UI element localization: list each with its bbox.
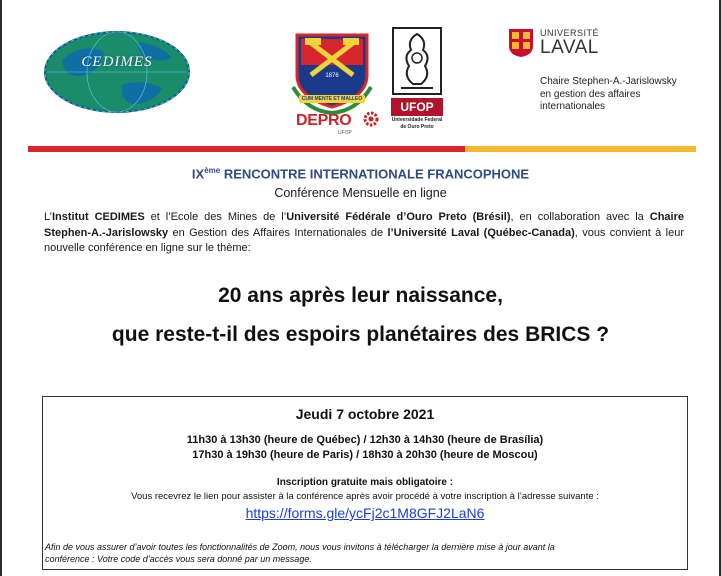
zoom-note [45, 541, 685, 565]
laval-chaire-line-3: internationales [540, 101, 606, 112]
registration-text: Vous recevrez le lien pour assister à la conférence après avoir procédé à votre inscription à l’adresse suivante : [131, 491, 599, 502]
laval-universite-label: UNIVERSITÉ [540, 28, 600, 38]
event-details-box [42, 396, 688, 570]
intro-text-4: en Gestion des Affaires Internationales de [168, 226, 388, 239]
intro-bold-cedimes: Institut CEDIMES [51, 211, 145, 223]
ufop-subtitle-1: Universidade Federal [391, 117, 443, 123]
registration-title: Inscription gratuite mais obligatoire : [276, 477, 454, 488]
theme-title-line-1: 20 ans après leur naissance, [218, 284, 503, 307]
laval-chaire-line-2: en gestion des affaires [540, 88, 641, 100]
event-subtitle: Conférence Mensuelle en ligne [274, 186, 447, 200]
zoom-note-line-1: Afin de vous assurer d’avoir toutes les fonctionnalités de Zoom, nous vous invitons à télécharger la dernière mise à jour avant la [45, 542, 555, 552]
registration-link[interactable]: https://forms.gle/ycFj2c1M8GFJ2LaN6 [245, 505, 485, 521]
ornament-emblem-icon [391, 26, 443, 96]
shield-year: 1876 [325, 73, 339, 79]
cedimes-logo [42, 30, 192, 115]
event-ordinal-sup: ème [204, 166, 221, 175]
laval-crest-icon [508, 28, 534, 58]
intro-bold-laval: l’Université Laval (Québec-Canada) [387, 226, 575, 239]
depro-wordmark: DEPRO [296, 112, 352, 129]
mines-school-logo [287, 25, 377, 120]
zoom-note-line-2: conférence : Votre code d’accès vous sera donné par un message. [45, 554, 312, 564]
theme-title-line-2: que reste-t-il des espoirs planétaires des BRICS ? [111, 323, 610, 346]
ufop-logo [388, 26, 446, 138]
shield-motto: CUM MENTE ET MALLEO [299, 95, 365, 103]
header-divider [28, 146, 696, 152]
cedimes-wordmark: CEDIMES [81, 54, 153, 70]
event-date: Jeudi 7 octobre 2021 [295, 406, 435, 422]
event-title-rest: RENCONTRE INTERNATIONALE FRANCOPHONE [220, 166, 530, 182]
ufop-label: UFOP [391, 98, 443, 116]
intro-bold-ufop: Université Fédérale d’Ouro Preto (Brésil) [286, 211, 511, 223]
globe-icon [42, 30, 192, 115]
intro-paragraph [44, 210, 684, 257]
intro-text-5: , vous convient à leur nouvelle conférence en ligne sur le thème: [44, 226, 684, 254]
event-title [0, 166, 721, 181]
ufop-subtitle-2: de Ouro Preto [400, 124, 434, 130]
intro-text-3: , en collaboration avec la [510, 211, 650, 223]
divider-yellow-segment [465, 146, 696, 152]
event-times-line-1: 11h30 à 13h30 (heure de Québec) / 12h30 à 14h30 (heure de Brasília) [186, 434, 544, 446]
intro-text-2: et l’Ecole des Mines de l’ [144, 211, 287, 223]
laval-chaire-text [540, 76, 700, 114]
laval-chaire-line-1: Chaire Stephen-A.-Jarislowsky [540, 76, 677, 87]
ufop-emblem [388, 26, 446, 96]
depro-logo [296, 112, 386, 140]
universite-laval-logo [508, 26, 688, 126]
event-times-line-2: 17h30 à 19h30 (heure de Paris) / 18h30 à 20h30 (heure de Moscou) [192, 449, 538, 461]
divider-red-segment [28, 146, 465, 152]
intro-bold-chaire: Chaire Stephen-A.-Jarislowsky [44, 211, 684, 239]
event-ordinal: IX [191, 166, 205, 182]
gear-icon [362, 110, 380, 128]
intro-text-1: L’ [44, 211, 52, 223]
depro-subtitle: UFOP [338, 130, 352, 136]
laval-name-label: LAVAL [540, 37, 599, 58]
